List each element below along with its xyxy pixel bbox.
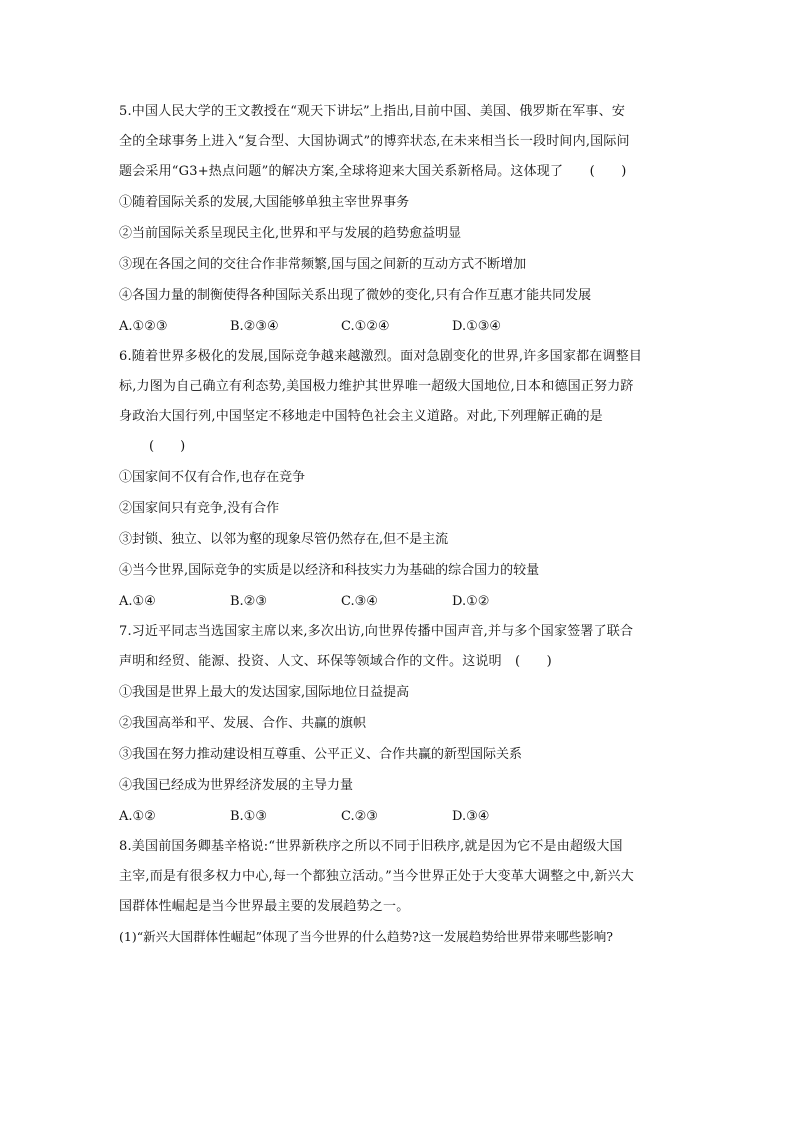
question-7-option: ③我国在努力推动建设相互尊重、公平正义、合作共赢的新型国际关系 [119, 747, 523, 762]
question-7-choices [119, 801, 689, 832]
question-6-stem-line: 标,力图为自己确立有利态势,美国极力维护其世界唯一超级大国地位,日本和德国正努力跻 [119, 379, 634, 394]
question-5-option: ③现在各国之间的交往合作非常频繁,国与国之间新的互动方式不断增加 [119, 257, 527, 272]
choice-c: C.②③ [341, 809, 378, 824]
question-7 [119, 617, 689, 832]
question-5-option: ①随着国际关系的发展,大国能够单独主宰世界事务 [119, 195, 410, 210]
question-list [119, 97, 689, 952]
question-5-choices [119, 311, 689, 342]
choice-c: C.③④ [341, 594, 378, 609]
question-5-stem-line: 5.中国人民大学的王文教授在“观天下讲坛”上指出,目前中国、美国、俄罗斯在军事、安 [119, 104, 626, 119]
question-6-option: ②国家间只有竞争,没有合作 [119, 501, 280, 516]
question-8-stem-line: 8.美国前国务卿基辛格说:“世界新秩序之所以不同于旧秩序,就是因为它不是由超级大国 [119, 839, 623, 854]
question-7-option: ①我国是世界上最大的发达国家,国际地位日益提高 [119, 685, 410, 700]
question-6-option: ④当今世界,国际竞争的实质是以经济和科技实力为基础的综合国力的较量 [119, 563, 540, 578]
question-8-sub-question: (1)“新兴大国群体性崛起”体现了当今世界的什么趋势?这一发展趋势给世界带来哪些影响? [119, 929, 613, 944]
question-5-stem-line: 全的全球事务上进入“复合型、大国协调式”的博弈状态,在未来相当长一段时间内,国际问 [119, 134, 630, 149]
choice-a: A.①② [119, 809, 156, 824]
question-7-option: ②我国高举和平、发展、合作、共赢的旗帜 [119, 716, 367, 731]
question-6-stem-line: 6.随着世界多极化的发展,国际竞争越来越激烈。面对急剧变化的世界,许多国家都在调整目 [119, 349, 643, 364]
question-5-option: ②当前国际关系呈现民主化,世界和平与发展的趋势愈益明显 [119, 226, 462, 241]
answer-paren: ( ) [149, 439, 186, 454]
question-6-choices [119, 586, 689, 617]
question-5-option: ④各国力量的制衡使得各种国际关系出现了微妙的变化,只有合作互惠才能共同发展 [119, 288, 592, 303]
question-6-stem-line: 身政治大国行列,中国坚定不移地走中国特色社会主义道路。对此,下列理解正确的是 [119, 409, 603, 424]
choice-d: D.③④ [452, 809, 490, 824]
question-8 [119, 832, 689, 952]
question-8-stem-line: 国群体性崛起是当今世界最主要的发展趋势之一。 [119, 899, 410, 914]
question-8-stem-line: 主宰,而是有很多权力中心,每一个都独立活动。”当今世界正处于大变革大调整之中,新兴大 [119, 869, 634, 884]
choice-d: D.①② [452, 594, 490, 609]
choice-a: A.①④ [119, 594, 156, 609]
question-7-stem-line: 声明和经贸、能源、投资、人文、环保等领域合作的文件。这说明 ( ) [119, 654, 552, 669]
question-6-option: ③封锁、独立、以邻为壑的现象尽管仍然存在,但不是主流 [119, 532, 449, 547]
question-6-option: ①国家间不仅有合作,也存在竞争 [119, 470, 306, 485]
question-6 [119, 342, 689, 617]
choice-b: B.②③ [230, 594, 267, 609]
choice-b: B.①③ [230, 809, 267, 824]
choice-b: B.②③④ [230, 319, 279, 334]
question-7-option: ④我国已经成为世界经济发展的主导力量 [119, 778, 354, 793]
question-5-stem-line: 题会采用“G3+热点问题”的解决方案,全球将迎来大国关系新格局。这体现了 ( ) [119, 164, 627, 179]
choice-a: A.①②③ [119, 319, 168, 334]
choice-d: D.①③④ [452, 319, 502, 334]
question-5 [119, 97, 689, 342]
choice-c: C.①②④ [341, 319, 390, 334]
question-7-stem-line: 7.习近平同志当选国家主席以来,多次出访,向世界传播中国声音,并与多个国家签署了联合 [119, 624, 634, 639]
